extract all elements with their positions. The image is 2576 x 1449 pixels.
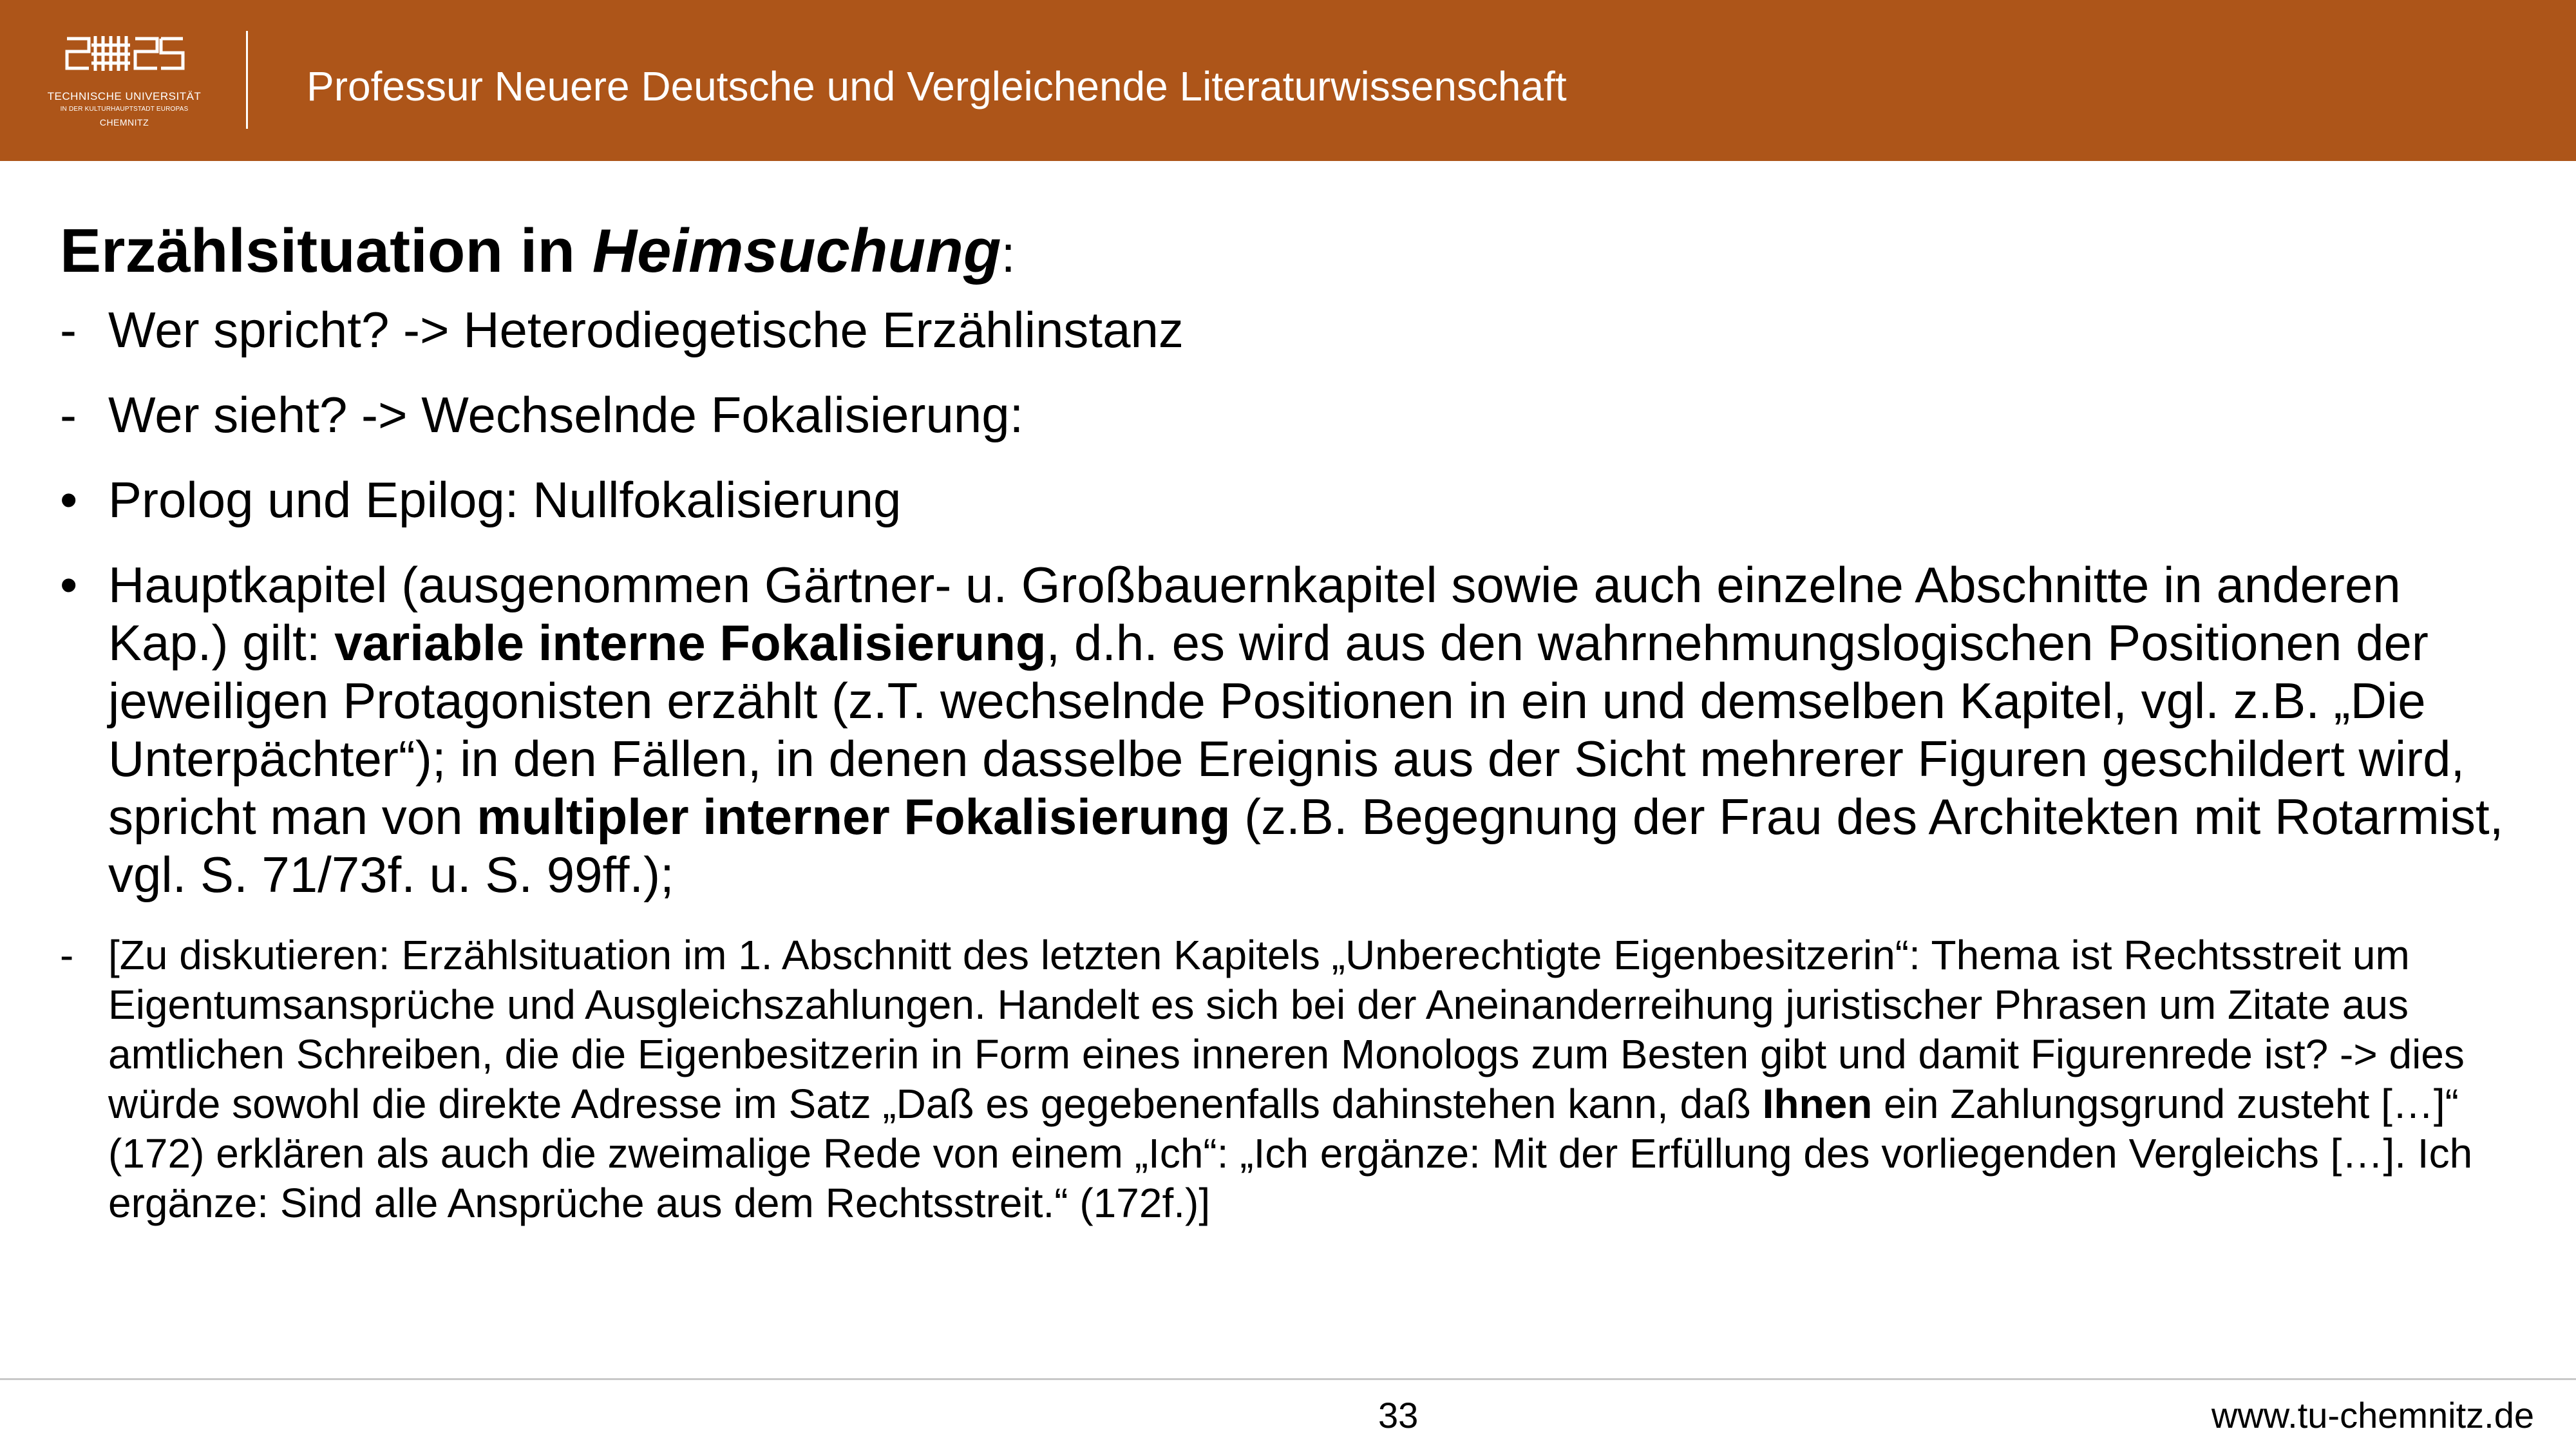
list-item-text-part: , d.h. es wird aus den wahrnehmungslogischen Positionen der jeweiligen Protagonisten erzählt (z.T. wechselnde Positionen in ein und demselben Kapitel, vgl. z.B. „Die Unterpächter“); in den Fällen, in denen dasselbe Ereignis aus der Sicht mehrerer Figuren geschildert wird, spricht man von <box>108 614 2465 846</box>
slide-title-italic: Heimsuchung <box>592 216 1001 285</box>
emphasis-text: variable interne Fokalisierung <box>334 614 1046 672</box>
slide-title-prefix: Erzählsituation in <box>60 216 592 285</box>
header-bar <box>0 0 2576 161</box>
list-item-text-part: Hauptkapitel (ausgenommen Gärtner- u. Großbauernkapitel sowie auch einzelne Abschnitte in anderen Kap.) gilt: <box>108 556 2401 672</box>
bullet-marker: • <box>60 556 78 614</box>
list-item-text-part: ein Zahlungsgrund zusteht […]“ (172) erklären als auch die zweimalige Rede von einem „Ich“: „Ich ergänze: Mit der Erfüllung des vorliegenden Vergleichs […]. Ich ergänze: Sind alle Ansprüche aus dem Rechtsstreit.“ (172f.)] <box>108 1081 2473 1227</box>
list-item-text-part: [Zu diskutieren: Erzählsituation im 1. Abschnitt des letzten Kapitels „Unberechtigte Eigenbesitzerin“: Thema ist Rechtsstreit um Eigentumsansprüche und Ausgleichszahlungen. Handelt es sich bei der Aneinanderreihung juristischer Phrasen um Zitate aus amtlichen Schreiben, die die Eigenbesitzerin in Form eines inneren Monologs zum Besten gibt und damit Figurenrede ist? -> dies würde sowohl die direkte Adresse im Satz „Daß es gegebenenfalls dahinstehen kann, daß <box>108 932 2465 1128</box>
footer-divider <box>0 1378 2576 1380</box>
bullet-marker: • <box>60 471 78 529</box>
logo-text-line-3: CHEMNITZ <box>99 117 149 128</box>
list-item-text-part: (z.B. Begegnung der Frau des Architekten mit Rotarmist, vgl. S. 71/73f. u. S. 99ff.); <box>108 788 2504 904</box>
slide-title-suffix: : <box>1001 225 1016 283</box>
list-item <box>60 931 2526 1228</box>
list-item <box>60 386 2526 444</box>
logo-text-line-1: TECHNISCHE UNIVERSITÄT <box>47 90 202 102</box>
logo-text-line-2: IN DER KULTURHAUPTSTADT EUROPAS <box>60 106 189 113</box>
emphasis-text: multipler interner Fokalisierung <box>477 788 1231 846</box>
website-link[interactable]: www.tu-chemnitz.de <box>2211 1395 2534 1435</box>
list-item <box>60 556 2526 904</box>
list-item <box>60 301 2526 359</box>
university-logo <box>37 31 211 134</box>
list-item <box>60 471 2526 529</box>
list-item-text: Wer spricht? -> Heterodiegetische Erzählinstanz <box>108 301 1184 359</box>
page-number: 33 <box>1378 1395 1419 1435</box>
header-divider <box>246 31 248 129</box>
slide-content <box>60 216 2526 1255</box>
slide-title <box>60 216 2526 287</box>
header-title: Professur Neuere Deutsche und Vergleichende Literaturwissenschaft <box>307 63 1567 109</box>
list-marker: - <box>60 301 77 359</box>
emphasis-text: Ihnen <box>1762 1081 1873 1128</box>
list-marker: - <box>60 932 74 979</box>
list-item-text: Prolog und Epilog: Nullfokalisierung <box>108 471 902 529</box>
tu-chemnitz-logo-icon <box>63 31 185 76</box>
list-item-text: Wer sieht? -> Wechselnde Fokalisierung: <box>108 386 1024 444</box>
list-marker: - <box>60 386 77 444</box>
